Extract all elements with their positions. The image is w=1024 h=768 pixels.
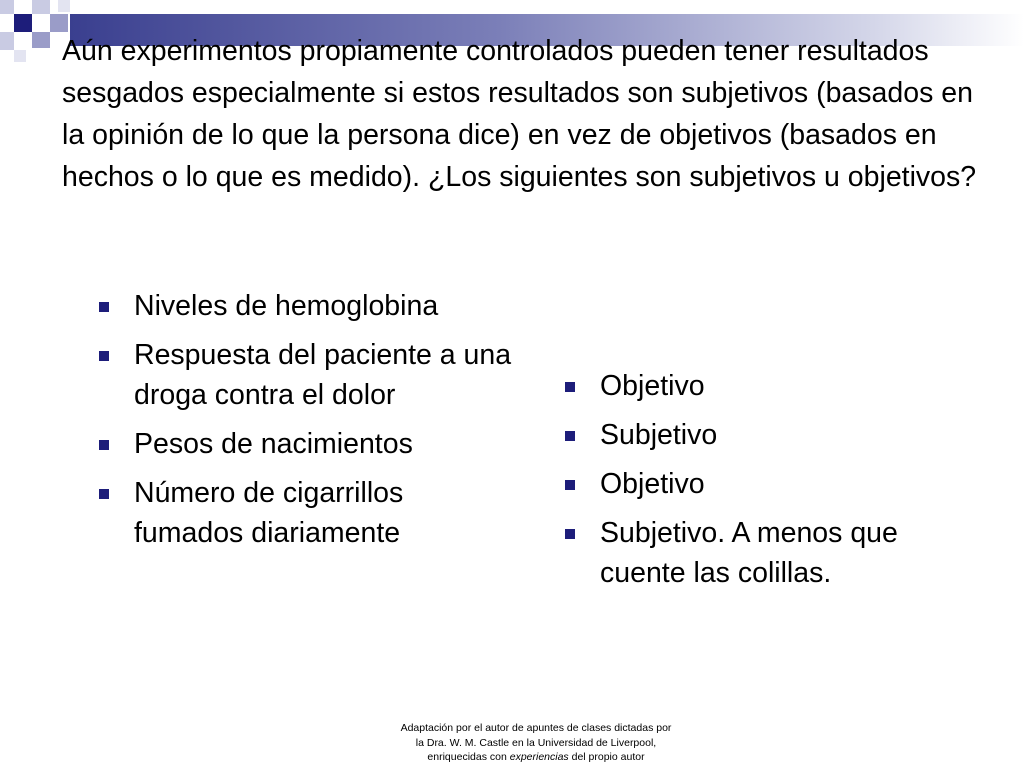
square-bullet-icon <box>565 529 575 539</box>
square-bullet-icon <box>99 351 109 361</box>
square-bullet-icon <box>99 302 109 312</box>
slide-title: Aún experimentos propiamente controlados pueden tener resultados sesgados especialmente si estos resultados son subjetivos (basados en la opinión de lo que la persona dice) en vez de objetivos (basados en hechos o lo que es medido). ¿Los siguientes son subjetivos u objetivos? <box>62 35 977 193</box>
square-bullet-icon <box>565 431 575 441</box>
list-item: Objetivo <box>563 464 983 504</box>
square-bullet-icon <box>565 382 575 392</box>
footer-line: enriquecidas con experiencias del propio autor <box>427 751 645 763</box>
list-item: Pesos de nacimientos <box>97 424 517 464</box>
list-item: Respuesta del paciente a una droga contra el dolor <box>97 335 517 415</box>
decor-square <box>32 0 50 14</box>
footer-credit <box>360 721 712 765</box>
square-bullet-icon <box>565 480 575 490</box>
footer-line: Adaptación por el autor de apuntes de clases dictadas por <box>400 722 672 734</box>
decor-square <box>14 50 26 62</box>
decor-square <box>0 32 14 50</box>
decor-square <box>0 0 14 14</box>
square-bullet-icon <box>99 440 109 450</box>
square-bullet-icon <box>99 489 109 499</box>
footer-line: la Dra. W. M. Castle en la Universidad de Liverpool, <box>415 736 657 749</box>
decor-square <box>32 32 50 48</box>
list-item: Objetivo <box>563 366 983 406</box>
list-item: Niveles de hemoglobina <box>97 286 517 326</box>
answer-list <box>563 366 983 602</box>
list-item: Número de cigarrillos fumados diariamente <box>97 473 517 553</box>
list-item: Subjetivo. A menos que cuente las colillas. <box>563 513 983 593</box>
decor-square <box>58 0 70 12</box>
list-item: Subjetivo <box>563 415 983 455</box>
decor-square <box>14 14 32 32</box>
question-list <box>97 286 517 562</box>
